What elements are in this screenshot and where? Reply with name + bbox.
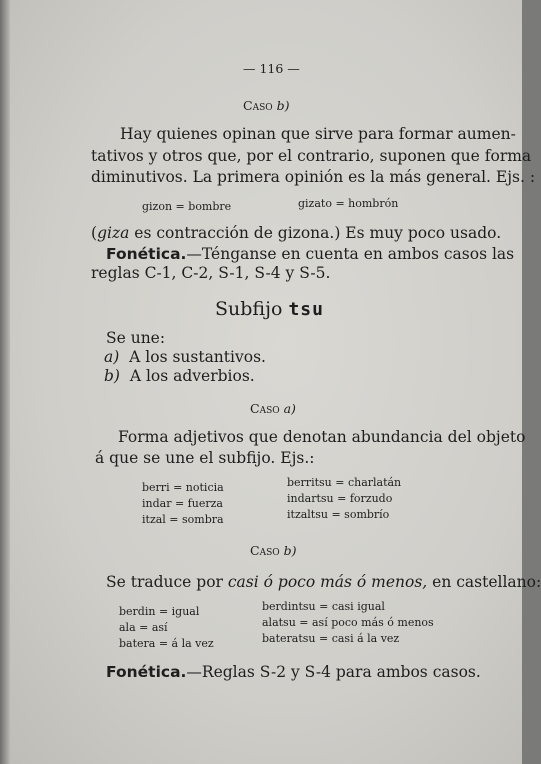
caso-letter: a) [283, 401, 296, 416]
example2-right-3: itzaltsu = sombrío [287, 508, 390, 521]
section-title-suffix: tsu [288, 299, 324, 320]
caso-label: Caso [243, 98, 273, 113]
paren: ( [91, 224, 98, 242]
para2-line1-rest: es contracción de gizona.) Es muy poco usado. [129, 224, 502, 242]
example3-left-1: berdin = igual [119, 605, 200, 618]
para4-pre: Se traduce por [106, 573, 228, 591]
heading-caso-a [250, 403, 296, 416]
list-text-a: A los sustantivos. [129, 348, 266, 366]
caso-letter: b) [276, 98, 290, 113]
heading-caso-b-1 [243, 100, 289, 113]
example1-right: gizato = hombrón [298, 197, 399, 210]
para1-line3: diminutivos. La primera opinión es la más general. Ejs. : [91, 168, 536, 186]
example2-left-2: indar = fuerza [142, 497, 223, 510]
example1-left: gizon = bombre [142, 200, 232, 213]
para1-line1: Hay quienes opinan que sirve para formar aumen- [120, 125, 516, 143]
list-item-b [104, 369, 255, 385]
para2-line2-rest: —Ténganse en cuenta en ambos casos las [186, 245, 515, 263]
example2-left-3: itzal = sombra [142, 513, 224, 526]
list-item-a [104, 350, 266, 366]
para2-line1 [91, 226, 501, 242]
example3-right-2: alatsu = así poco más ó menos [262, 616, 434, 629]
example3-left-2: ala = así [119, 621, 168, 634]
final-line [106, 665, 481, 681]
heading-caso-b-2 [250, 545, 296, 558]
example3-right-3: bateratsu = casi á la vez [262, 632, 400, 645]
italic-word: giza [97, 224, 130, 242]
caso-label: Caso [250, 401, 280, 416]
para3-line2: á que se une el subfijo. Ejs.: [95, 449, 315, 467]
page-number: — 116 — [243, 61, 300, 76]
section-title-word: Subfijo [215, 298, 283, 320]
para2-line2 [106, 247, 514, 263]
example3-left-3: batera = á la vez [119, 637, 214, 650]
para1-line2: tativos y otros que, por el contrario, suponen que forma [91, 147, 532, 165]
para2-line3: reglas C-1, C-2, S-1, S-4 y S-5. [91, 264, 331, 282]
example2-right-1: berritsu = charlatán [287, 476, 402, 489]
page-edge-shadow [0, 0, 10, 764]
caso-label: Caso [250, 543, 280, 558]
para3-line1: Forma adjetivos que denotan abundancia del objeto [118, 428, 526, 446]
list-letter-b: b) [104, 367, 120, 385]
example3-right-1: berdintsu = casi igual [262, 600, 385, 613]
para4-line1 [106, 575, 541, 591]
para4-italic: casi ó poco más ó menos, [227, 573, 428, 591]
list-text-b: A los adverbios. [129, 367, 255, 385]
caso-letter: b) [283, 543, 297, 558]
example2-left-1: berri = noticia [142, 481, 224, 494]
fonetica-label: Fonética. [106, 245, 187, 263]
se-une-intro: Se une: [106, 329, 166, 347]
fonetica-label: Fonética. [106, 663, 187, 681]
section-title [215, 300, 324, 319]
list-letter-a: a) [104, 348, 120, 366]
example2-right-2: indartsu = forzudo [287, 492, 393, 505]
final-rest: —Reglas S-2 y S-4 para ambos casos. [186, 663, 481, 681]
para4-post: en castellano: [427, 573, 541, 591]
